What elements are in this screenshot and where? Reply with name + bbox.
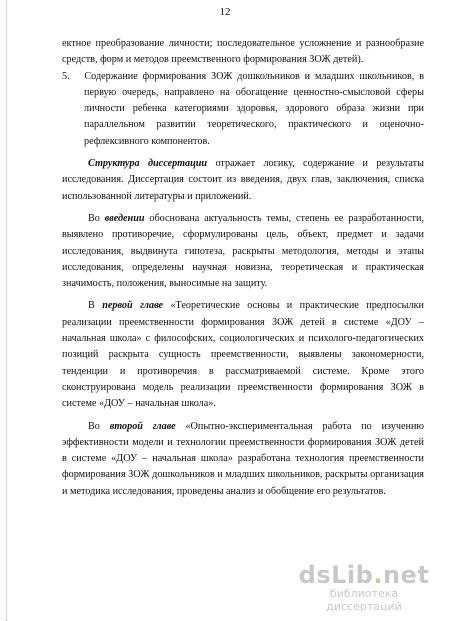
watermark-logo — [294, 561, 434, 615]
paragraph-introduction — [62, 211, 424, 292]
paragraph-chapter-2 — [62, 419, 424, 500]
emphasis: Структура диссертации — [88, 158, 208, 170]
list-marker: 5. — [62, 70, 70, 82]
paragraph-text: отражает логику, содержание и результаты исследования. Диссертация состоит из введения, двух глав, заключения, списка использованной литературы и приложений. — [62, 158, 424, 202]
page-number: 12 — [219, 6, 231, 18]
brand-right: net — [382, 561, 430, 589]
watermark-brand — [294, 561, 434, 589]
emphasis: второй главе — [109, 420, 176, 432]
paragraph-text: Во — [88, 212, 105, 224]
list-item-5 — [62, 69, 424, 150]
brand-dot: . — [373, 561, 383, 589]
paragraph-text: обоснована актуальность темы, степень ее разработанности, выявлено противоречие, сформулированы цель, объект, предмет и задачи исследования, выдвинута гипотеза, раскрыты методология, методы и этапы исследования, определены научная новизна, теоретическая и практическая значимость, положения, выносимые на защиту. — [62, 212, 424, 290]
paragraph-continued: ектное преобразование личности; последовательное усложнение и разнообразие средств, форм и методов преемственного формирования ЗОЖ детей). — [62, 38, 424, 66]
document-body — [62, 36, 424, 500]
brand-left: dsLib — [298, 561, 374, 589]
paragraph-structure — [62, 156, 424, 205]
paragraph-chapter-1 — [62, 298, 424, 412]
scan-edge — [6, 0, 9, 621]
paragraph-text: Во — [88, 420, 110, 432]
paragraph-text: «Опытно-экспериментальная работа по изучению эффективности модели и технологии преемственности формирования ЗОЖ детей в системе «ДОУ – начальная школа» разработана технология преемственности формирования ЗОЖ дошкольников и младших школьников, раскрыты организация и методика исследования, проведены анализ и обобщение его результатов. — [62, 420, 425, 497]
paragraph-text: «Теоретические основы и практические предпосылки реализации преемственности формирования ЗОЖ детей в системе «ДОУ – начальная школа» с философских, социологических и психолого-педагогических позиций раскрыта сущность преемственности, выявлены закономерности, тенденции и противоречия в рассматриваемой системе. Кроме этого сконструирована модель реализации преемственности формирования ЗОЖ в системе «ДОУ – начальная школа». — [62, 300, 425, 410]
watermark-tagline: библиотека диссертаций — [326, 587, 402, 613]
list-item-text: Содержание формирования ЗОЖ дошкольников и младших школьников, в первую очередь, направлено на обогащение ценностно-смысловой сферы личности ребенка категориями здоровья, здорового образа жизни при параллельном развитии теоретического, практического и оценочно-рефлексивного компонентов. — [84, 70, 425, 147]
emphasis: введении — [104, 212, 145, 224]
emphasis: первой главе — [102, 300, 164, 312]
paragraph-text: В — [88, 300, 103, 312]
